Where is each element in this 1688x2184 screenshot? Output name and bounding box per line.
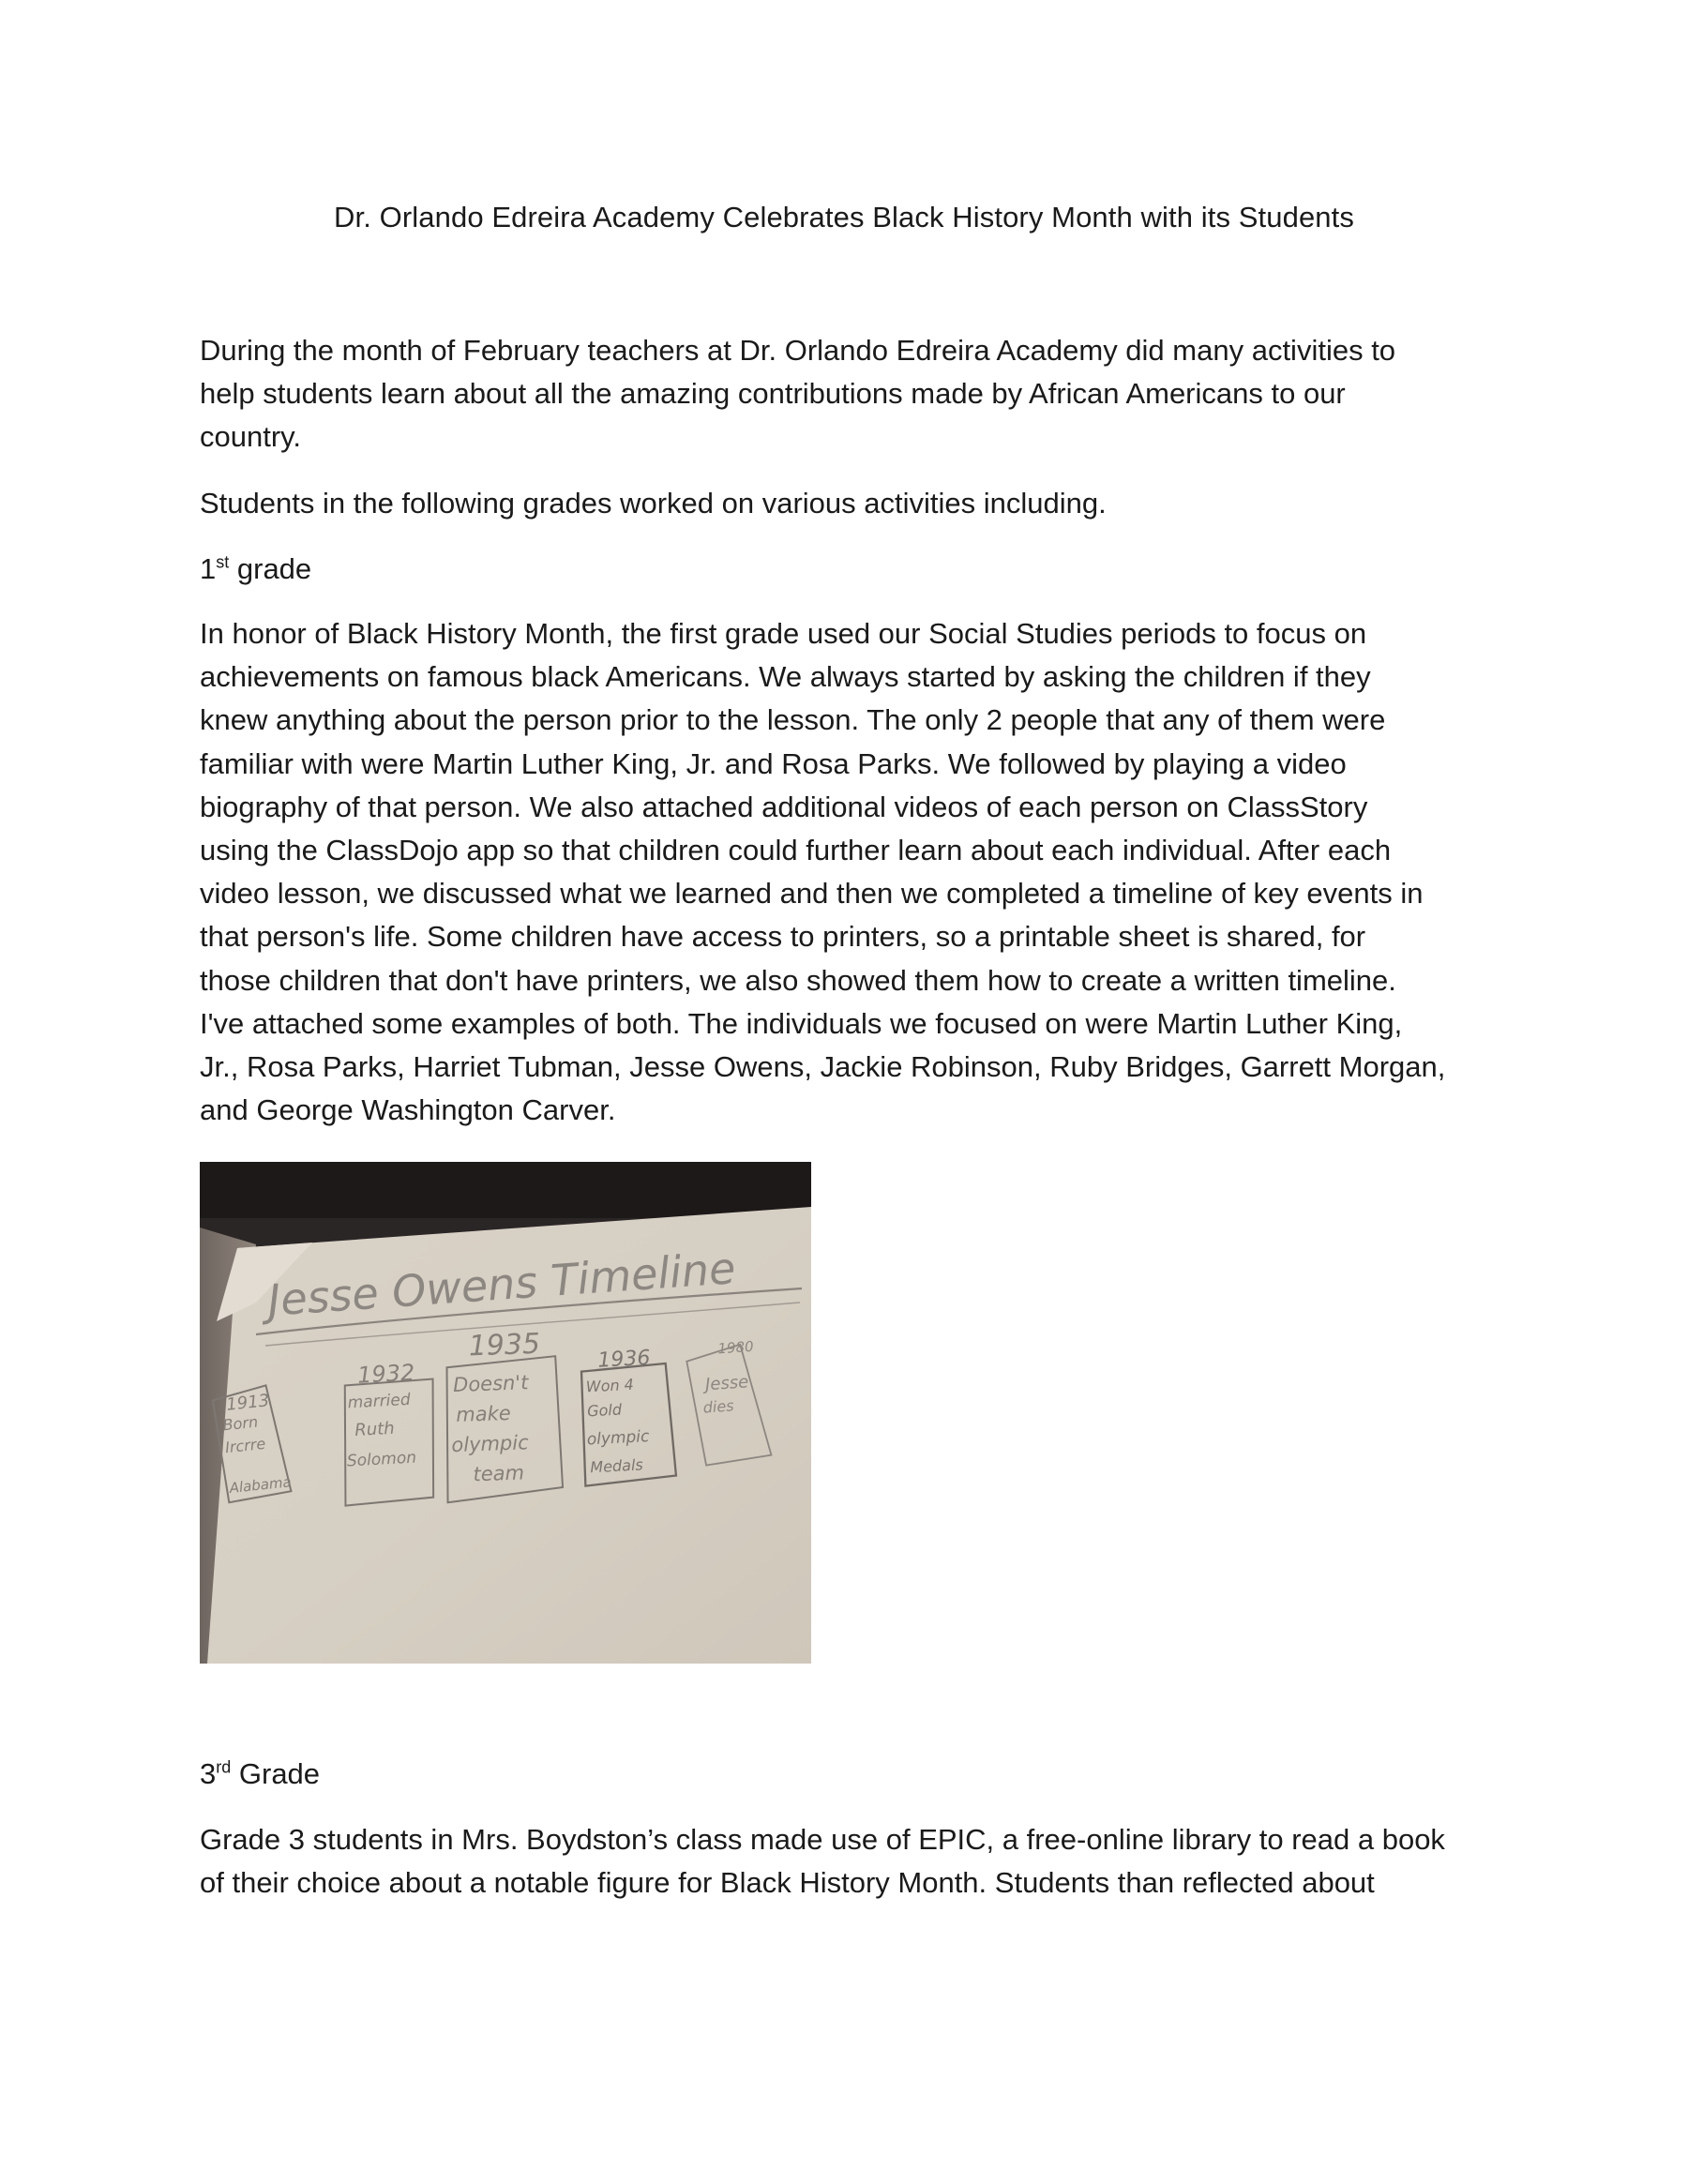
card-text: make xyxy=(455,1401,512,1426)
card-text: Born xyxy=(221,1412,259,1435)
timeline-photo-heading: Jesse Owens Timeline xyxy=(265,1243,737,1326)
card-text: Doesn't xyxy=(452,1371,529,1397)
card-text: Won 4 xyxy=(585,1375,635,1396)
intro-line: During the month of February teachers at Dr. Orlando Edreira Academy did many activities to xyxy=(200,334,1396,367)
card-text: olympic xyxy=(586,1426,650,1450)
card-text: Medals xyxy=(589,1455,644,1477)
card-text: team xyxy=(473,1461,525,1486)
first-grade-line: that person's life. Some children have access to printers, so a printable sheet is shared, for xyxy=(200,920,1366,954)
card-year: 1932 xyxy=(356,1359,415,1389)
card-text: dies xyxy=(702,1396,735,1417)
first-grade-line: using the ClassDojo app so that children could further learn about each individual. After each xyxy=(200,834,1392,867)
document-title: Dr. Orlando Edreira Academy Celebrates Black History Month with its Students xyxy=(334,201,1354,233)
card-text: Ircrre xyxy=(224,1434,267,1457)
first-grade-line: Jr., Rosa Parks, Harriet Tubman, Jesse Owens, Jackie Robinson, Ruby Bridges, Garrett Morgan, xyxy=(200,1050,1446,1084)
intro-line: help students learn about all the amazing contributions made by African Americans to our xyxy=(200,377,1346,411)
timeline-photo-drawing xyxy=(200,1162,811,1664)
intro-line: country. xyxy=(200,420,301,454)
card-year: 1913 xyxy=(225,1391,271,1415)
intro-paragraph xyxy=(200,329,1513,459)
first-grade-heading xyxy=(200,548,1513,591)
first-grade-line: biography of that person. We also attached additional videos of each person on ClassStory xyxy=(200,790,1368,823)
third-grade-heading-suffix: rd xyxy=(216,1757,232,1777)
first-grade-line: In honor of Black History Month, the first grade used our Social Studies periods to focus on xyxy=(200,617,1367,650)
first-grade-line: knew anything about the person prior to the lesson. The only 2 people that any of them were xyxy=(200,703,1386,737)
card-text: Alabama xyxy=(228,1473,293,1498)
third-grade-heading-text: Grade xyxy=(231,1757,321,1790)
card-text: Gold xyxy=(586,1400,623,1421)
first-grade-heading-suffix: st xyxy=(216,552,230,572)
card-year: 1935 xyxy=(468,1327,541,1363)
timeline-photo xyxy=(200,1162,811,1664)
first-grade-line: and George Washington Carver. xyxy=(200,1093,616,1127)
first-grade-line: video lesson, we discussed what we learned and then we completed a timeline of key events in xyxy=(200,877,1424,911)
third-grade-line: of their choice about a notable figure for Black History Month. Students than reflected about xyxy=(200,1866,1375,1900)
third-grade-heading-number: 3 xyxy=(200,1757,217,1790)
card-year: 1980 xyxy=(716,1337,755,1358)
card-text: olympic xyxy=(450,1431,530,1457)
card-text: Jesse xyxy=(704,1372,749,1395)
first-grade-line: those children that don't have printers, we also showed them how to create a written timeline. xyxy=(200,963,1396,997)
card-text: Solomon xyxy=(346,1448,417,1471)
third-grade-heading xyxy=(200,1753,1513,1796)
grades-intro-paragraph xyxy=(200,482,1513,525)
photo-dark-band xyxy=(200,1162,811,1218)
grades-intro-line: Students in the following grades worked on various activities including. xyxy=(200,487,1107,520)
third-grade-line: Grade 3 students in Mrs. Boydston’s class made use of EPIC, a free-online library to read a book xyxy=(200,1823,1445,1856)
first-grade-paragraph xyxy=(200,612,1513,1132)
card-text: Ruth xyxy=(354,1418,396,1440)
first-grade-heading-text: grade xyxy=(229,552,312,585)
card-year: 1936 xyxy=(596,1346,652,1373)
third-grade-paragraph xyxy=(200,1818,1513,1905)
first-grade-line: familiar with were Martin Luther King, Jr. and Rosa Parks. We followed by playing a video xyxy=(200,746,1347,780)
first-grade-line: I've attached some examples of both. The individuals we focused on were Martin Luther King, xyxy=(200,1006,1403,1040)
first-grade-line: achievements on famous black Americans. We always started by asking the children if they xyxy=(200,660,1371,694)
first-grade-heading-number: 1 xyxy=(200,552,217,585)
card-text: married xyxy=(347,1390,412,1413)
